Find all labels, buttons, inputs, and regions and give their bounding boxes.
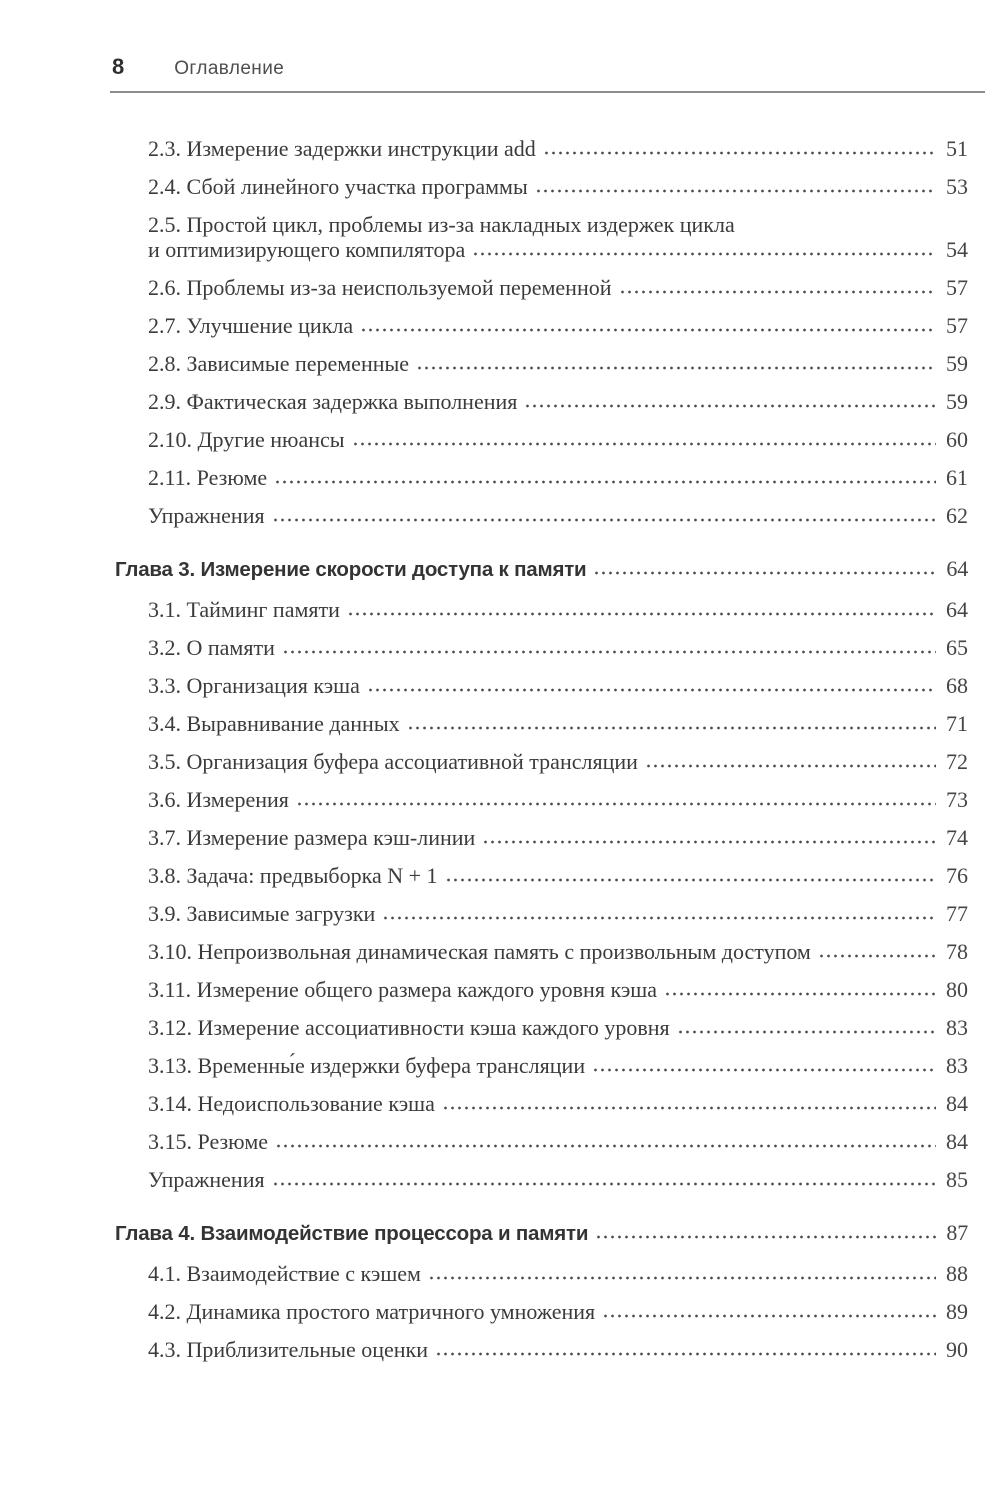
toc-section-entry (115, 174, 968, 199)
toc-entry-page: 73 (946, 787, 968, 812)
toc-entry-row (148, 711, 968, 736)
dot-leader (543, 150, 936, 156)
toc-entry-page: 83 (946, 1053, 968, 1078)
toc-entry-page: 80 (946, 977, 968, 1002)
toc-entry-title: 3.2. О памяти (148, 635, 275, 660)
dot-leader (282, 649, 936, 655)
toc-entry-page: 61 (946, 465, 968, 490)
toc-entry-title: 4.3. Приблизительные оценки (148, 1337, 429, 1362)
toc-entry-title: 2.8. Зависимые переменные (148, 351, 410, 376)
dot-leader (347, 611, 936, 617)
dot-leader (524, 403, 936, 409)
dot-leader (482, 839, 936, 845)
toc-entry-page: 87 (946, 1220, 968, 1245)
toc-section-entry (115, 136, 968, 161)
toc-entry-page: 59 (946, 389, 968, 414)
toc-list (115, 136, 968, 1375)
dot-leader (416, 365, 936, 371)
toc-entry-row (148, 977, 968, 1002)
toc-entry-title: 2.4. Сбой линейного участка программы (148, 174, 528, 199)
toc-entry-page: 65 (946, 635, 968, 660)
toc-section-entry (115, 313, 968, 338)
dot-leader (442, 1105, 936, 1111)
toc-entry-page: 71 (946, 711, 968, 736)
toc-entry-title: 2.9. Фактическая задержка выполнения (148, 389, 518, 414)
toc-section-entry (115, 711, 968, 736)
dot-leader (275, 1143, 936, 1149)
toc-section-entry (115, 901, 968, 926)
toc-entry-page: 64 (946, 556, 968, 581)
toc-entry-title: 3.11. Измерение общего размера каждого уровня кэша (148, 977, 657, 1002)
toc-entry-page: 74 (946, 825, 968, 850)
toc-entry-page: 62 (946, 503, 968, 528)
toc-entry-page: 54 (946, 237, 968, 262)
toc-entry-row (148, 351, 968, 376)
toc-entry-title: 3.7. Измерение размера кэш-линии (148, 825, 476, 850)
toc-entry-title: 3.1. Тайминг памяти (148, 597, 340, 622)
dot-leader (382, 915, 936, 921)
toc-entry-page: 53 (946, 174, 968, 199)
toc-section-entry (115, 1167, 968, 1192)
toc-entry-row (148, 1337, 968, 1362)
toc-entry-title: Упражнения (148, 503, 265, 528)
toc-entry-page: 51 (946, 136, 968, 161)
toc-section-entry (115, 1053, 968, 1078)
toc-section-entry (115, 863, 968, 888)
toc-entry-row (148, 1261, 968, 1286)
dot-leader (593, 570, 936, 576)
toc-entry-row (148, 389, 968, 414)
toc-entry-title: Глава 4. Взаимодействие процессора и памяти (115, 1222, 589, 1245)
toc-section-entry (115, 939, 968, 964)
toc-entry-row (148, 939, 968, 964)
toc-entry-row (148, 635, 968, 660)
dot-leader (677, 1029, 936, 1035)
dot-leader (274, 479, 936, 485)
toc-entry-title: 3.3. Организация кэша (148, 673, 360, 698)
toc-section-entry (115, 465, 968, 490)
toc-section-entry (115, 351, 968, 376)
toc-entry-row (148, 427, 968, 452)
dot-leader (535, 188, 936, 194)
toc-section-entry (115, 673, 968, 698)
toc-entry-title: 2.3. Измерение задержки инструкции add (148, 136, 536, 161)
toc-entry-row (148, 174, 968, 199)
toc-entry-title: 3.10. Непроизвольная динамическая память с произвольным доступом (148, 939, 811, 964)
header-page-number: 8 (112, 54, 125, 79)
toc-entry-row (148, 901, 968, 926)
toc-section-entry (115, 1261, 968, 1286)
dot-leader (428, 1275, 936, 1281)
dot-leader (272, 517, 936, 523)
toc-entry-row (148, 825, 968, 850)
toc-section-entry (115, 787, 968, 812)
toc-entry-row (148, 237, 968, 262)
toc-entry-row (148, 673, 968, 698)
toc-section-entry (115, 1129, 968, 1154)
toc-entry-title-line1: 2.5. Простой цикл, проблемы из-за накладных издержек цикла (148, 212, 735, 237)
toc-entry-row (148, 1053, 968, 1078)
toc-entry-title: 2.11. Резюме (148, 465, 268, 490)
toc-entry-row (148, 749, 968, 774)
toc-entry-row (115, 1220, 968, 1246)
toc-entry-page: 85 (946, 1167, 968, 1192)
toc-entry-row (148, 313, 968, 338)
dot-leader (435, 1351, 936, 1357)
toc-entry-title: 4.1. Взаимодействие с кэшем (148, 1261, 421, 1286)
toc-chapter-entry (115, 556, 968, 582)
dot-leader (367, 687, 936, 693)
toc-entry-title: 3.12. Измерение ассоциативности кэша каждого уровня (148, 1015, 670, 1040)
toc-entry-title: 3.4. Выравнивание данных (148, 711, 400, 736)
toc-entry-page: 60 (946, 427, 968, 452)
toc-entry-page: 90 (946, 1337, 968, 1362)
toc-entry-row (148, 863, 968, 888)
dot-leader (619, 289, 936, 295)
toc-section-entry (115, 1015, 968, 1040)
toc-entry-page: 72 (946, 749, 968, 774)
toc-entry-page: 84 (946, 1091, 968, 1116)
toc-entry-page: 59 (946, 351, 968, 376)
toc-entry-title: 3.13. Временны́е издержки буфера трансляции (148, 1053, 586, 1078)
toc-entry-title: 2.7. Улучшение цикла (148, 313, 354, 338)
toc-section-entry (115, 389, 968, 414)
dot-leader (360, 327, 936, 333)
toc-entry-row (148, 1299, 968, 1324)
toc-entry-row (148, 1167, 968, 1192)
toc-section-entry (115, 427, 968, 452)
dot-leader (818, 953, 936, 959)
dot-leader (352, 441, 936, 447)
dot-leader (595, 1234, 936, 1240)
toc-entry-page: 68 (946, 673, 968, 698)
dot-leader (445, 877, 936, 883)
toc-entry-page: 78 (946, 939, 968, 964)
toc-entry-page: 83 (946, 1015, 968, 1040)
toc-entry-page: 84 (946, 1129, 968, 1154)
toc-section-entry (115, 977, 968, 1002)
toc-entry-page: 64 (946, 597, 968, 622)
toc-section-entry (115, 212, 968, 262)
toc-entry-title: 3.14. Недоиспользование кэша (148, 1091, 435, 1116)
toc-entry-page: 57 (946, 313, 968, 338)
dot-leader (296, 801, 936, 807)
toc-entry-title: Упражнения (148, 1167, 265, 1192)
toc-entry-page: 89 (946, 1299, 968, 1324)
toc-entry-row (148, 787, 968, 812)
dot-leader (664, 991, 936, 997)
toc-entry-page: 76 (946, 863, 968, 888)
toc-chapter-entry (115, 1220, 968, 1246)
dot-leader (602, 1313, 936, 1319)
toc-entry-page: 77 (946, 901, 968, 926)
toc-entry-title: 3.15. Резюме (148, 1129, 269, 1154)
toc-entry-row (148, 1091, 968, 1116)
toc-entry-title: 3.8. Задача: предвыборка N + 1 (148, 863, 438, 888)
toc-section-entry (115, 597, 968, 622)
toc-section-entry (115, 749, 968, 774)
toc-entry-title: 3.5. Организация буфера ассоциативной трансляции (148, 749, 638, 774)
toc-section-entry (115, 503, 968, 528)
page-header (112, 54, 968, 80)
toc-section-entry (115, 1091, 968, 1116)
toc-entry-row (148, 465, 968, 490)
toc-section-entry (115, 1337, 968, 1362)
toc-entry-row (148, 597, 968, 622)
toc-section-entry (115, 275, 968, 300)
header-rule (110, 91, 985, 93)
toc-entry-page: 57 (946, 275, 968, 300)
toc-entry-title: 3.6. Измерения (148, 787, 289, 812)
toc-section-entry (115, 635, 968, 660)
toc-entry-title: 2.10. Другие нюансы (148, 427, 345, 452)
header-running-title: Оглавление (174, 58, 285, 79)
toc-entry-row (148, 136, 968, 161)
toc-entry-row (148, 503, 968, 528)
dot-leader (472, 251, 936, 257)
toc-entry-row (148, 275, 968, 300)
toc-entry-row (148, 1129, 968, 1154)
toc-entry-title: 4.2. Динамика простого матричного умножения (148, 1299, 596, 1324)
toc-entry-row (148, 1015, 968, 1040)
toc-entry-title: 2.6. Проблемы из-за неиспользуемой переменной (148, 275, 612, 300)
dot-leader (272, 1181, 936, 1187)
dot-leader (592, 1067, 936, 1073)
toc-section-entry (115, 825, 968, 850)
dot-leader (407, 725, 936, 731)
dot-leader (645, 763, 936, 769)
toc-entry-page: 88 (946, 1261, 968, 1286)
toc-section-entry (115, 1299, 968, 1324)
toc-entry-title: Глава 3. Измерение скорости доступа к памяти (115, 558, 587, 581)
toc-entry-title: и оптимизирующего компилятора (148, 237, 466, 262)
toc-entry-title: 3.9. Зависимые загрузки (148, 901, 376, 926)
toc-entry-row (115, 556, 968, 582)
